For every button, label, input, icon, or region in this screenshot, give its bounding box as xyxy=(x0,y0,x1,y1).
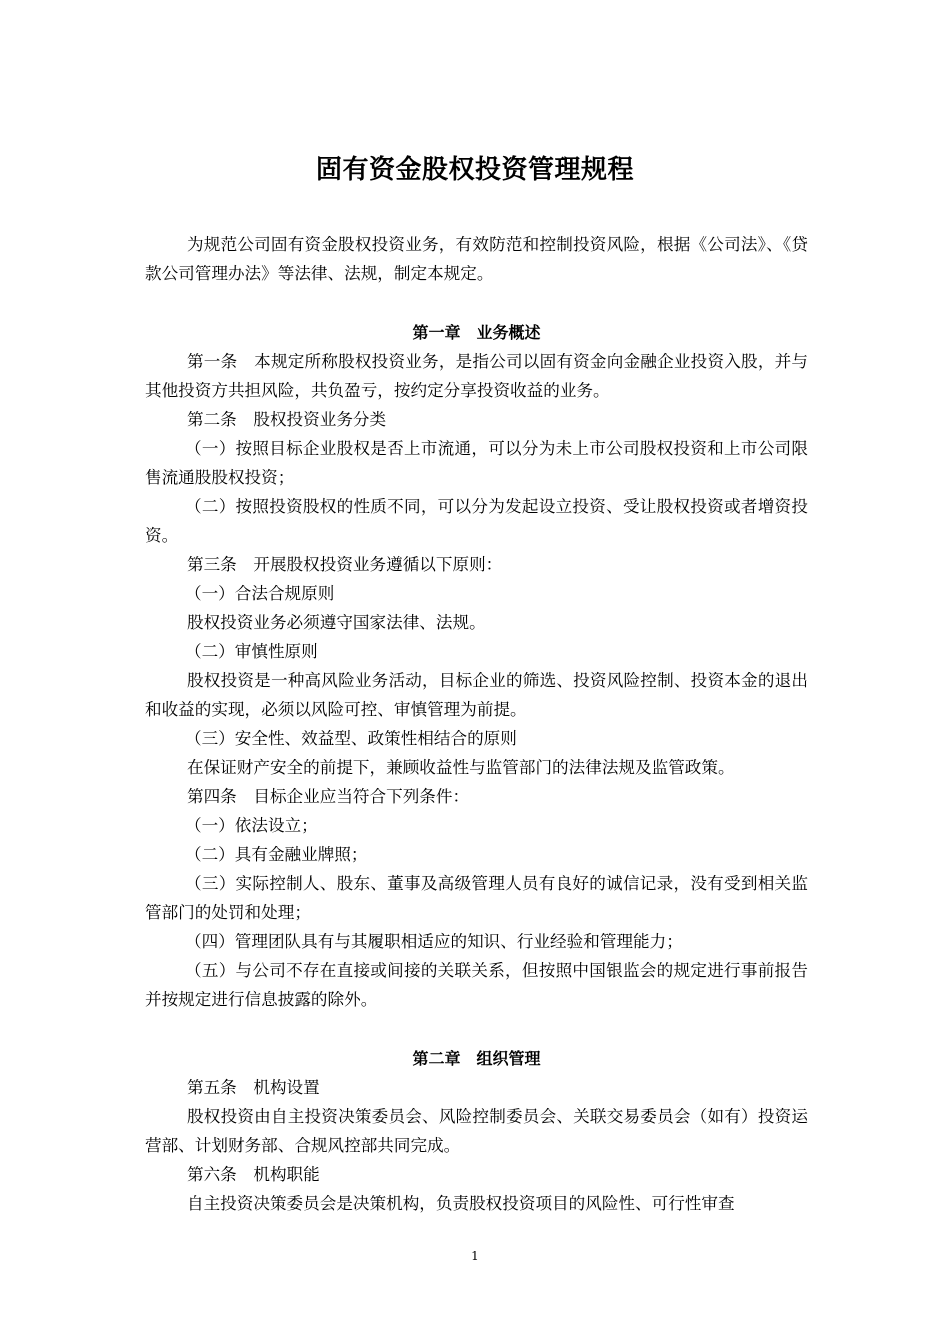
article-1: 第一条 本规定所称股权投资业务，是指公司以固有资金向金融企业投资入股，并与其他投资方共担风险，共负盈亏，按约定分享投资收益的业务。 xyxy=(145,352,808,400)
article-5-title: 第五条 机构设置 xyxy=(187,1078,320,1097)
condition-3: （三）实际控制人、股东、董事及高级管理人员有良好的诚信记录，没有受到相关监管部门的处罚和处理； xyxy=(145,874,808,922)
article-2-title: 第二条 股权投资业务分类 xyxy=(187,410,387,429)
principle-2-heading: （二）审慎性原则 xyxy=(185,642,318,661)
condition-5: （五）与公司不存在直接或间接的关联关系，但按照中国银监会的规定进行事前报告并按规定进行信息披露的除外。 xyxy=(145,961,808,1009)
article-4-title: 第四条 目标企业应当符合下列条件： xyxy=(187,787,470,806)
chapter-1-heading: 第一章 业务概述 xyxy=(412,323,541,342)
principle-1-heading: （一）合法合规原则 xyxy=(185,584,335,603)
document-body xyxy=(145,230,808,1218)
article-3-title: 第三条 开展股权投资业务遵循以下原则： xyxy=(187,555,503,574)
intro-paragraph: 为规范公司固有资金股权投资业务，有效防范和控制投资风险，根据《公司法》、《贷款公司管理办法》等法律、法规，制定本规定。 xyxy=(145,235,808,283)
principle-2-text: 股权投资是一种高风险业务活动，目标企业的筛选、投资风险控制、投资本金的退出和收益的实现，必须以风险可控、审慎管理为前提。 xyxy=(145,671,808,719)
article-6-text: 自主投资决策委员会是决策机构，负责股权投资项目的风险性、可行性审查 xyxy=(187,1194,735,1213)
chapter-2-heading: 第二章 组织管理 xyxy=(412,1049,541,1068)
article-2-item-2: （二）按照投资股权的性质不同，可以分为发起设立投资、受让股权投资或者增资投资。 xyxy=(145,497,808,545)
principle-3-text: 在保证财产安全的前提下，兼顾收益性与监管部门的法律法规及监管政策。 xyxy=(187,758,735,777)
condition-1: （一）依法设立； xyxy=(185,816,318,835)
page-number: 1 xyxy=(471,1249,479,1263)
spacer xyxy=(145,1014,808,1044)
principle-1-text: 股权投资业务必须遵守国家法律、法规。 xyxy=(187,613,486,632)
condition-4: （四）管理团队具有与其履职相适应的知识、行业经验和管理能力； xyxy=(185,932,683,951)
document-title: 固有资金股权投资管理规程 xyxy=(315,155,634,185)
article-2-item-1: （一）按照目标企业股权是否上市流通，可以分为未上市公司股权投资和上市公司限售流通股股权投资； xyxy=(145,439,808,487)
condition-2: （二）具有金融业牌照； xyxy=(185,845,368,864)
principle-3-heading: （三）安全性、效益型、政策性相结合的原则 xyxy=(185,729,517,748)
article-6-title: 第六条 机构职能 xyxy=(187,1165,320,1184)
spacer xyxy=(145,288,808,318)
article-5-text: 股权投资由自主投资决策委员会、风险控制委员会、关联交易委员会（如有）投资运营部、计划财务部、合规风控部共同完成。 xyxy=(145,1107,808,1155)
